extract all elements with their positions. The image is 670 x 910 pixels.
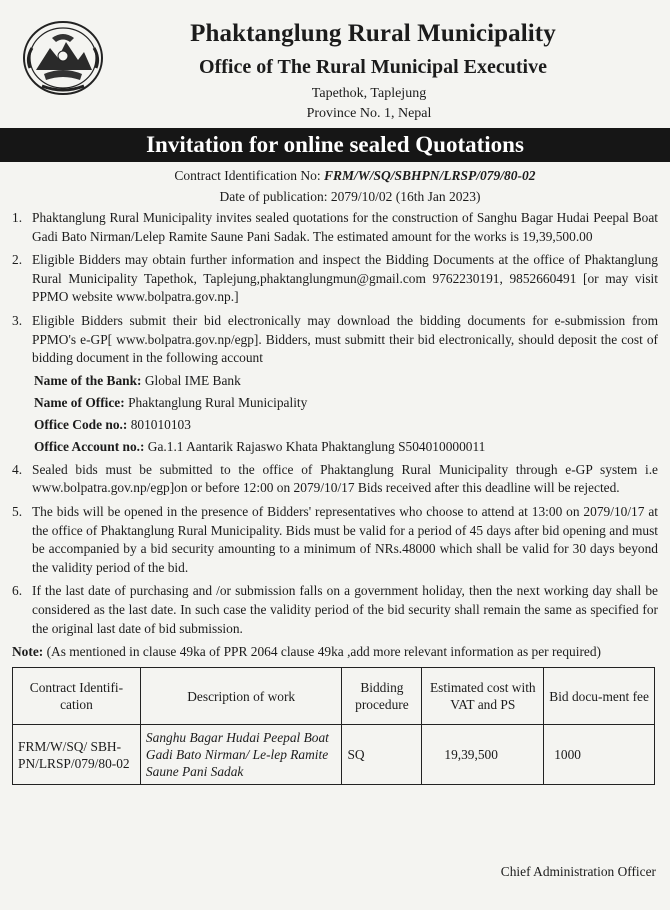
clause-item [12,582,658,638]
clause-number: 4. [12,461,23,477]
estimated-cost-cell: 19,39,500 [422,725,544,785]
clause-number: 3. [12,312,23,328]
column-header: Estimated cost with VAT and PS [422,668,544,725]
office-code-value: 801010103 [127,416,191,432]
clause-list-continued [12,461,658,638]
office-account-value: Ga.1.1 Aantarik Rajaswo Khata Phaktanglung S504010000011 [144,438,486,454]
clause-item [12,312,658,368]
municipality-title: Phaktanglung Rural Municipality [190,20,556,47]
bank-name-label: Name of the Bank: [34,372,142,388]
notice-banner: Invitation for online sealed Quotations [0,128,670,162]
quotation-table [12,667,655,785]
office-account-row [34,436,658,458]
work-description-cell: Sanghu Bagar Hudai Peepal Boat Gadi Bato Nirman/ Le-lep Ramite Saune Pani Sadak [140,725,342,785]
clause-text: Eligible Bidders may obtain further information and inspect the Bidding Documents at the office of Phaktanglung Rural Municipality Tapethok, Taplejung,phaktanglungmun@gmail.com 9762230191, 9852660491 [or may visit PPMO website www.bolpatra.gov.np.] [32,252,658,305]
clause-text: Eligible Bidders submit their bid electronically may download the bidding documents for e-submission from PPMO's e-GP[ www.bolpatra.gov.np/egp]. Bidders, must submitt their bid electronically, should deposit the cost of bidding document in the following account [32,312,658,366]
contract-id-cell: FRM/W/SQ/ SBH-PN/LRSP/079/80-02 [13,725,141,785]
clause-text: The bids will be opened in the presence of Bidders' representatives who choose to attend at 13:00 on 2079/10/17 at the office of Phaktanglung Rural Municipality. Bids must be valid for a period of 45 days after bid opening and must be accompanied by a bid security amounting to a minimum of NRs.48000 which shall be valid for 30 days beyond the validity period of the bid. [32,503,658,575]
column-header: Bidding procedure [342,668,422,725]
clause-list [12,209,658,368]
signature-title: Chief Administration Officer [500,864,656,879]
document-fee-cell: 1000 [544,725,655,785]
bank-name-value: Global IME Bank [141,372,241,388]
table-header-row [13,668,655,725]
office-name-value: Phaktanglung Rural Municipality [124,394,308,410]
clause-text: Sealed bids must be submitted to the office of Phaktanglung Rural Municipality through e-GP system i.e www.bolpatra.gov.np/egp]on or before 12:00 on 2079/10/17 Bids received after this deadline will be rejected. [32,461,658,496]
clause-number: 6. [12,583,23,599]
note-text: (As mentioned in clause 49ka of PPR 2064 clause 49ka ,add more relevant information as per required) [43,644,602,660]
clause-item [12,251,658,307]
clause-number: 1. [12,210,23,225]
column-header: Bid docu-ment fee [544,668,655,725]
office-name-row [34,392,658,414]
note [12,643,658,661]
bank-name-row [34,370,658,392]
clause-item [12,503,658,577]
clause-number: 5. [12,503,23,519]
bidding-procedure-cell: SQ [342,725,422,785]
clause-item [12,461,658,498]
clause-text: If the last date of purchasing and /or submission falls on a government holiday, then the next working day shall be considered as the last date. In such case the validity period of the bid security shall remain the same as specified for the original last date of bid submission. [32,583,658,636]
office-account-label: Office Account no.: [34,438,145,454]
column-header: Contract Identifi-cation [13,668,141,725]
header [12,0,658,128]
contract-id-value: FRM/W/SQ/SBHPN/LRSP/079/80-02 [324,168,536,183]
column-header: Description of work [140,668,342,725]
clause-number: 2. [12,252,23,268]
address-line-2: Province No. 1, Nepal [306,106,432,121]
bank-account-details [34,370,658,458]
note-label: Note: [12,644,44,660]
office-code-label: Office Code no.: [34,416,128,432]
office-subtitle: Office of The Rural Municipal Executive [199,56,547,78]
table-row [13,725,655,785]
office-code-row [34,414,658,436]
clause-item [12,209,658,246]
publication-date: Date of publication: 2079/10/02 (16th Jan 2023) [219,189,481,204]
address-line-1: Tapethok, Taplejung [311,86,427,101]
clause-text: Phaktanglung Rural Municipality invites sealed quotations for the construction of Sanghu Bagar Hudai Peepal Boat Gadi Bato Nirman/Lelep Ramite Saune Pani Sadak. The estimated amount for the works is 19,39,500.00 [32,210,658,244]
contract-id-line [12,165,658,186]
office-name-label: Name of Office: [34,394,125,410]
contract-id-label: Contract Identification No: [174,168,325,183]
